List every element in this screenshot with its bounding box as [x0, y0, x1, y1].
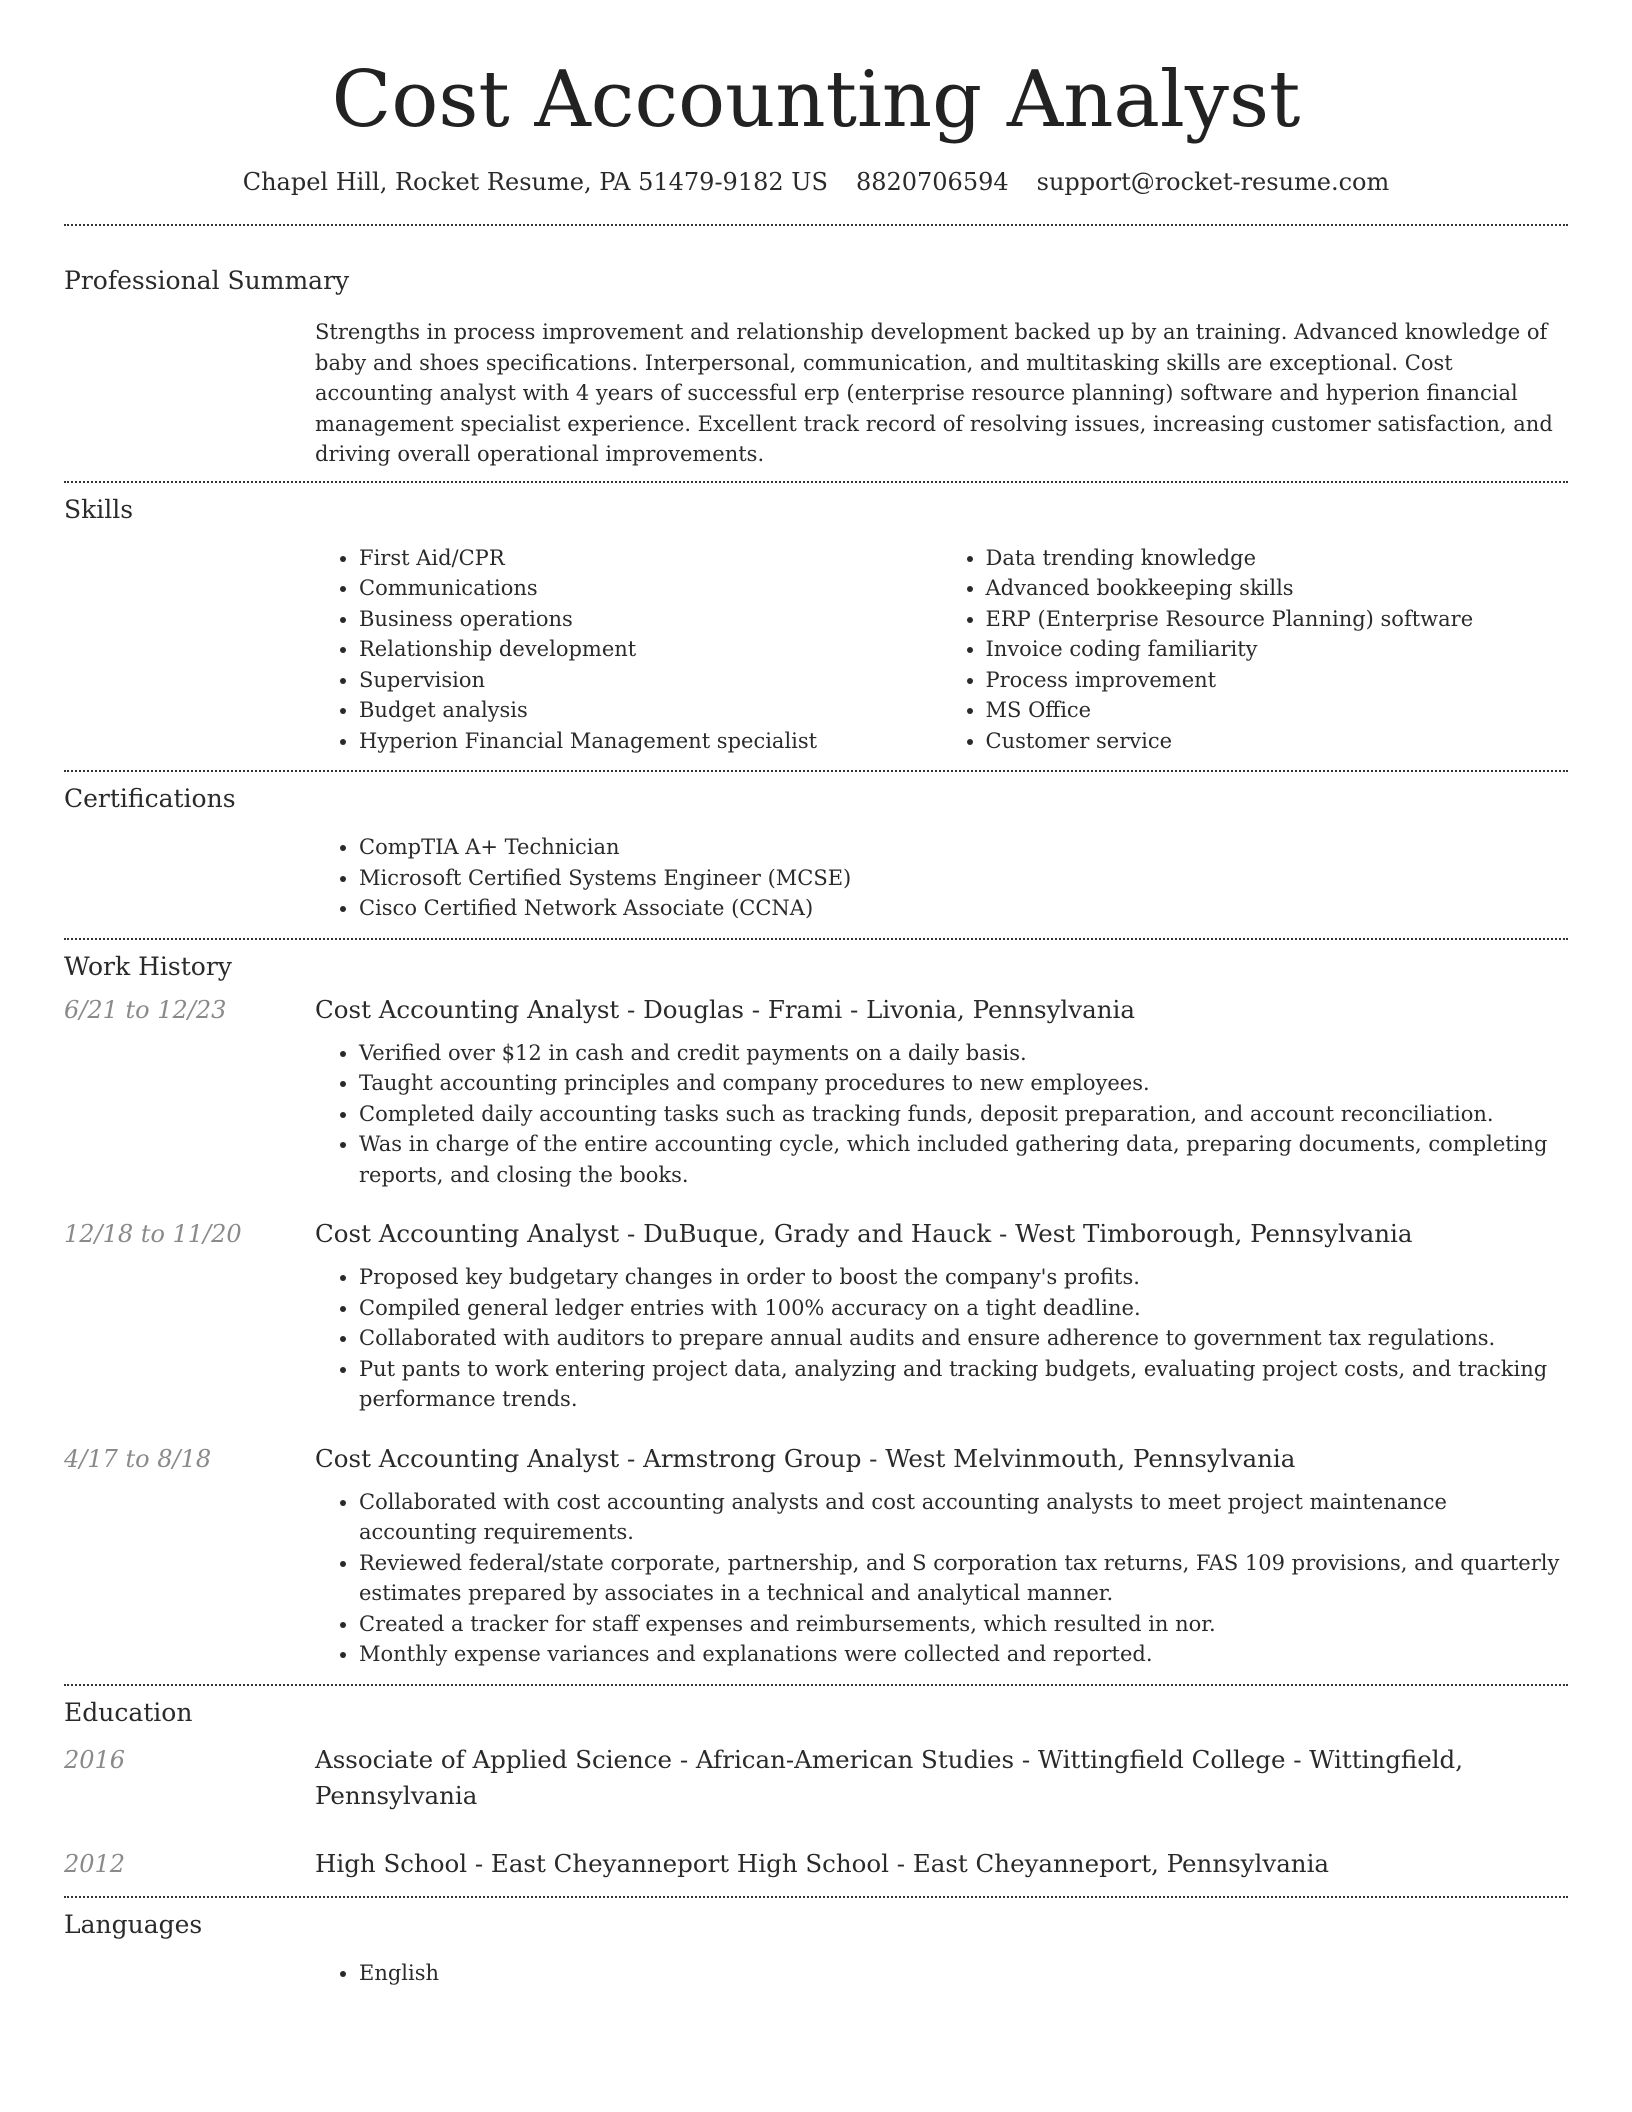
- skill-item: • Advanced bookkeeping skills: [986, 573, 1569, 604]
- section-education: [64, 1698, 1568, 1882]
- job-heading: [315, 992, 1568, 1028]
- education-heading: [315, 1742, 1568, 1814]
- education-details: - African-American Studies - Wittingfield College - Wittingfield, Pennsylvania: [315, 1744, 1464, 1810]
- education-entry: [64, 1742, 1568, 1814]
- section-title-skills: Skills: [64, 494, 134, 524]
- job-bullet: • Taught accounting principles and company procedures to new employees.: [359, 1068, 1568, 1099]
- education-year: 2012: [64, 1849, 126, 1878]
- section-title-languages: Languages: [64, 1909, 203, 1939]
- skills-list-left: [315, 543, 942, 757]
- education-year: 2016: [64, 1745, 126, 1774]
- job-role: Cost Accounting Analyst: [315, 1443, 620, 1473]
- job-dates: 12/18 to 11/20: [64, 1220, 242, 1248]
- certification-item: • CompTIA A+ Technician: [359, 832, 1568, 863]
- divider: [64, 770, 1568, 772]
- certification-item: • Cisco Certified Network Associate (CCNA): [359, 893, 1568, 924]
- job-dates: 6/21 to 12/23: [64, 995, 227, 1024]
- job-body: [315, 992, 1568, 1191]
- skill-item: • Invoice coding familiarity: [986, 634, 1569, 665]
- job-role: Cost Accounting Analyst: [315, 1219, 620, 1248]
- divider: [64, 1684, 1568, 1686]
- job-details: - DuBuque, Grady and Hauck - West Timborough, Pennsylvania: [619, 1219, 1413, 1248]
- divider: [64, 481, 1568, 483]
- skills-grid: [315, 543, 1568, 757]
- job-bullet: • Created a tracker for staff expenses and reimbursements, which resulted in nor.: [359, 1609, 1568, 1640]
- certification-item: • Microsoft Certified Systems Engineer (MCSE): [359, 863, 1568, 894]
- section-title-summary: Professional Summary: [64, 266, 350, 295]
- skill-item: • Business operations: [359, 604, 942, 635]
- education-entry: [64, 1846, 1568, 1882]
- summary-text: Strengths in process improvement and relationship development backed up by an training. Advanced knowledge of baby and shoes specifications. Interpersonal, communication, and multitasking skills are exceptional. Cost accounting analyst with 4 years of successful erp (enterprise resource planning) software and hyperion financial management specialist experience. Excellent track record of resolving issues, increasing customer satisfaction, and driving overall operational improvements.: [315, 320, 1553, 466]
- certifications-list: [315, 832, 1568, 924]
- resume-name: Cost Accounting Analyst: [331, 55, 1301, 145]
- skill-item: • Supervision: [359, 665, 942, 696]
- section-certifications: [64, 784, 1568, 924]
- education-body: [315, 1742, 1568, 1814]
- job-bullet: • Monthly expense variances and explanations were collected and reported.: [359, 1639, 1568, 1670]
- job-bullet: • Collaborated with cost accounting analysts and cost accounting analysts to meet project maintenance accounting requirements.: [359, 1487, 1568, 1548]
- skill-item: • ERP (Enterprise Resource Planning) software: [986, 604, 1569, 635]
- job-heading: [315, 1441, 1568, 1477]
- contact-email[interactable]: support@rocket-resume.com: [1036, 168, 1390, 196]
- job-bullet: • Compiled general ledger entries with 100% accuracy on a tight deadline.: [359, 1293, 1568, 1324]
- job-body: [315, 1441, 1568, 1670]
- section-skills: [64, 495, 1568, 757]
- skill-item: • Customer service: [986, 726, 1569, 757]
- education-degree: High School: [315, 1848, 468, 1878]
- skill-item: • First Aid/CPR: [359, 543, 942, 574]
- education-body: [315, 1846, 1568, 1882]
- section-work-history: [64, 952, 1568, 1670]
- education-degree: Associate of Applied Science: [315, 1744, 673, 1774]
- section-title-certifications: Certifications: [64, 784, 236, 813]
- job-bullets: [315, 1262, 1568, 1415]
- job-entry: [64, 992, 1568, 1191]
- section-title-education: Education: [64, 1697, 193, 1727]
- job-heading: [315, 1216, 1568, 1252]
- resume-page: [64, 0, 1568, 1988]
- section-languages: [64, 1910, 1568, 1989]
- skill-item: • MS Office: [986, 695, 1569, 726]
- contact-phone: 8820706594: [855, 168, 1009, 196]
- language-item: • English: [359, 1958, 1568, 1989]
- certifications-list-wrap: [315, 832, 1568, 924]
- job-entry: [64, 1441, 1568, 1670]
- job-bullet: • Was in charge of the entire accounting cycle, which included gathering data, preparing documents, completing reports, and closing the books.: [359, 1129, 1568, 1190]
- job-bullet: • Proposed key budgetary changes in order to boost the company's profits.: [359, 1262, 1568, 1293]
- job-bullet: • Put pants to work entering project data, analyzing and tracking budgets, evaluating project costs, and tracking performance trends.: [359, 1354, 1568, 1415]
- job-bullet: • Completed daily accounting tasks such as tracking funds, deposit preparation, and account reconciliation.: [359, 1099, 1568, 1130]
- job-bullets: [315, 1038, 1568, 1191]
- skill-item: • Hyperion Financial Management specialist: [359, 726, 942, 757]
- skill-item: • Communications: [359, 573, 942, 604]
- skill-item: • Data trending knowledge: [986, 543, 1569, 574]
- skills-list-right: [942, 543, 1569, 757]
- job-body: [315, 1216, 1568, 1415]
- divider: [64, 938, 1568, 940]
- contact-line: [64, 167, 1568, 197]
- divider: [64, 1896, 1568, 1898]
- education-heading: [315, 1846, 1568, 1882]
- contact-address: Chapel Hill, Rocket Resume, PA 51479-9182 US: [242, 168, 828, 196]
- job-entry: [64, 1216, 1568, 1415]
- languages-list-wrap: [315, 1958, 1568, 1989]
- job-bullet: • Reviewed federal/state corporate, partnership, and S corporation tax returns, FAS 109 provisions, and quarterly estimates prepared by associates in a technical and analytical manner.: [359, 1548, 1568, 1609]
- job-dates: 4/17 to 8/18: [64, 1444, 212, 1473]
- skill-item: • Process improvement: [986, 665, 1569, 696]
- section-title-work: Work History: [64, 951, 232, 981]
- job-role: Cost Accounting Analyst: [315, 994, 620, 1024]
- skill-item: • Relationship development: [359, 634, 942, 665]
- divider: [64, 224, 1568, 226]
- education-details: - East Cheyanneport High School - East Cheyanneport, Pennsylvania: [467, 1848, 1330, 1878]
- skill-item: • Budget analysis: [359, 695, 942, 726]
- job-bullet: • Verified over $12 in cash and credit payments on a daily basis.: [359, 1038, 1568, 1069]
- job-bullet: • Collaborated with auditors to prepare annual audits and ensure adherence to government tax regulations.: [359, 1323, 1568, 1354]
- job-details: - Douglas - Frami - Livonia, Pennsylvania: [619, 994, 1135, 1024]
- section-summary: [64, 266, 1568, 470]
- job-bullets: [315, 1487, 1568, 1670]
- job-details: - Armstrong Group - West Melvinmouth, Pennsylvania: [619, 1443, 1296, 1473]
- languages-list: [315, 1958, 1568, 1989]
